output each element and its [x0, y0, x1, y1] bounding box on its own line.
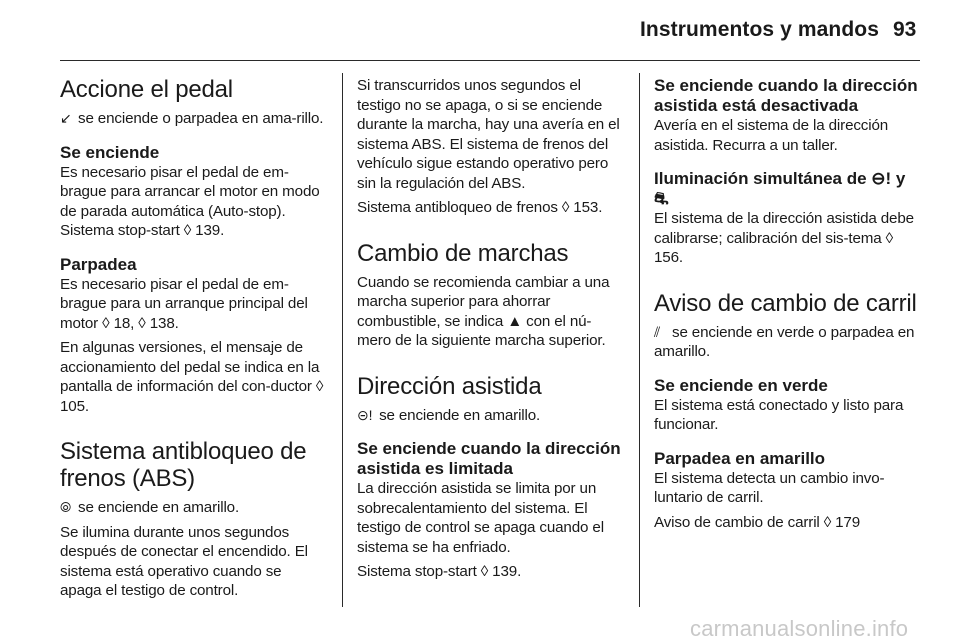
lane-heading: Aviso de cambio de carril	[654, 289, 917, 317]
header-divider	[60, 60, 920, 61]
page-number: 93	[893, 18, 917, 41]
amber-heading: Parpadea en amarillo	[654, 448, 826, 468]
limited-heading: Se enciende cuando la dirección asistida es limitada	[357, 439, 621, 478]
abs-icon: ⦾	[60, 499, 72, 515]
pedal-icon: ↙	[60, 110, 72, 126]
column-2	[357, 76, 622, 587]
simultaneous-paragraph: El sistema de la dirección asistida debe calibrarse; calibración del sis-tema ◊ 156.	[654, 210, 914, 266]
amber-paragraph-2: Aviso de cambio de carril ◊ 179	[654, 513, 861, 531]
abs-paragraph-1: ⦾ se enciende en amarillo.	[60, 499, 240, 516]
gear-paragraph: Cuando se recomienda cambiar a una marcha superior para ahorrar combustible, se indica ▲ con el nú-mero de la siguiente marcha superior.	[357, 273, 610, 349]
column-divider-2	[639, 73, 640, 607]
column-3	[654, 76, 919, 537]
lane-departure-icon: ⫽	[654, 323, 661, 340]
green-paragraph: El sistema está conectado y listo para funcionar.	[654, 396, 904, 433]
pedal-heading: Accione el pedal	[60, 76, 233, 103]
section-title: Instrumentos y mandos	[640, 18, 879, 41]
power-steering-icon: ⊝!	[357, 406, 373, 423]
steering-paragraph: ⊝! se enciende en amarillo.	[357, 406, 541, 424]
parpadea-heading: Parpadea	[60, 254, 137, 274]
watermark: carmanualsonline.info	[690, 616, 909, 641]
abs-paragraph-4: Sistema antibloqueo de frenos ◊ 153.	[357, 199, 603, 216]
deactivated-paragraph: Avería en el sistema de la dirección asistida. Recurra a un taller.	[654, 117, 889, 154]
se-enciende-text: Es necesario pisar el pedal de em-brague para arrancar el motor en modo de parada automática (Auto-stop). Sistema stop-start ◊ 139.	[60, 163, 320, 239]
simultaneous-heading: Iluminación simultánea de ⊖! y ⛐	[654, 169, 906, 208]
limited-paragraph-2: Sistema stop-start ◊ 139.	[357, 563, 522, 580]
abs-heading: Sistema antibloqueo de frenos (ABS)	[60, 438, 307, 492]
green-heading: Se enciende en verde	[654, 375, 828, 395]
page-header	[0, 0, 960, 62]
lane-paragraph: ⫽ se enciende en verde o parpadea en amarillo.	[654, 323, 915, 360]
limited-paragraph-1: La dirección asistida se limita por un sobrecalentamiento del sistema. El testigo de control se apaga cuando el sistema se ha enfriado.	[357, 480, 604, 556]
pedal-paragraph: ↙ se enciende o parpadea en ama-rillo.	[60, 110, 324, 127]
abs-paragraph-2: Se ilumina durante unos segundos después de conectar el encendido. El sistema está operativo cuando se apaga el testigo de control.	[60, 523, 308, 599]
parpadea-text-2: En algunas versiones, el mensaje de accionamiento del pedal se indica en la pantalla de información del con-ductor ◊ 105.	[60, 339, 324, 415]
column-1	[60, 76, 325, 606]
steering-heading: Dirección asistida	[357, 372, 542, 400]
se-enciende-heading: Se enciende	[60, 142, 160, 162]
parpadea-text-1: Es necesario pisar el pedal de em-brague para un arranque principal del motor ◊ 18, ◊ 138.	[60, 275, 308, 332]
abs-paragraph-3: Si transcurridos unos segundos el testigo no se apaga, o si se enciende durante la marcha, hay una avería en el sistema ABS. El sistema de frenos del vehículo sigue estando operativo pero sin la regulación del ABS.	[357, 77, 620, 192]
amber-paragraph-1: El sistema detecta un cambio invo-luntario de carril.	[654, 469, 885, 506]
deactivated-heading: Se enciende cuando la dirección asistida está desactivada	[654, 76, 918, 115]
gear-heading: Cambio de marchas	[357, 239, 569, 267]
column-divider-1	[342, 73, 343, 607]
